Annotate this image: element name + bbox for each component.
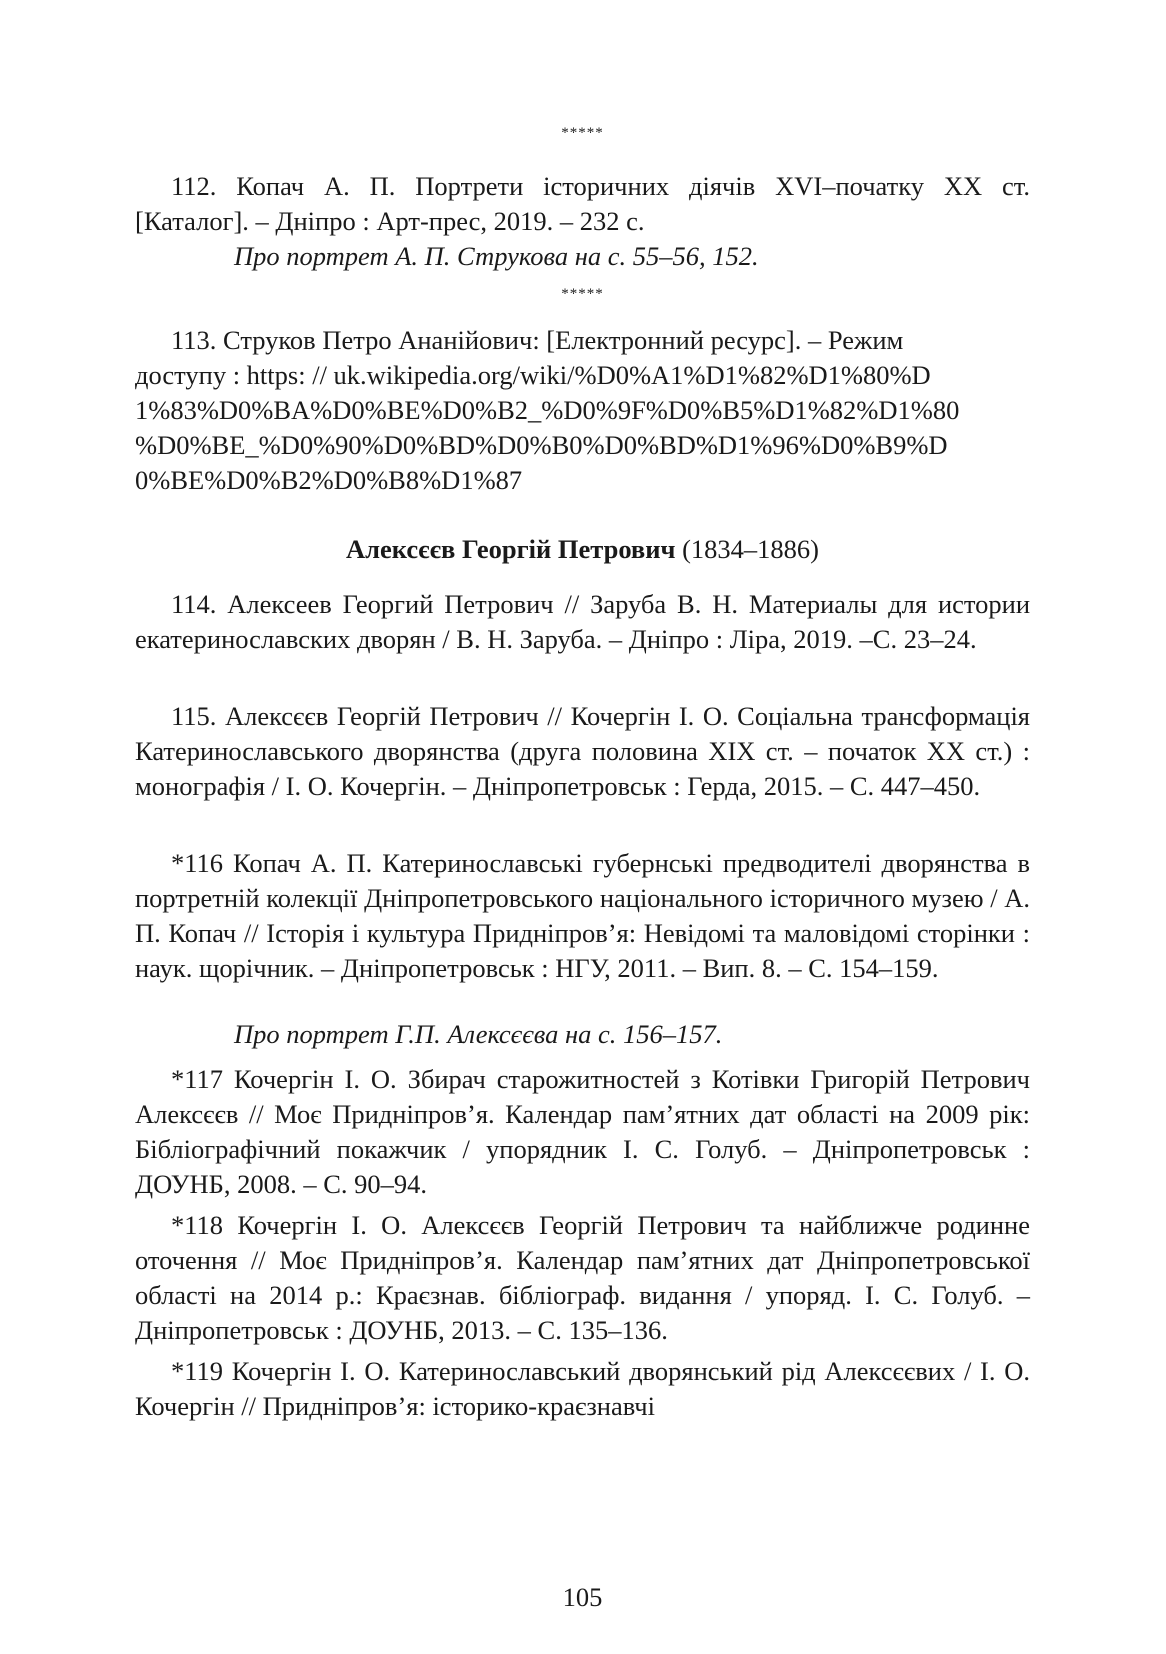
heading-name: Алексєєв Георгій Петрович [346,534,676,564]
section-separator: ***** [561,125,604,141]
section-heading [135,532,1030,567]
entry-url-line: 0%BE%D0%B2%D0%B8%D1%87 [135,465,523,495]
bibliography-entry-118: *118 Кочергін І. О. Алексєєв Георгій Петрович та найближче родинне оточення // Моє Придніпров’я. Календар пам’ятних дат Дніпропетровської області на 2014 р.: Краєзнав. бібліограф. видання / упоряд. І. С. Голуб. – Дніпропетровськ : ДОУНБ, 2013. – С. 135–136. [135,1210,1030,1345]
heading-years: (1834–1886) [675,534,819,564]
bibliography-entry-119: *119 Кочергін І. О. Катеринославський дворянський рід Алексєєвих / І. О. Кочергін // Придніпров’я: історико-краєзнавчі [135,1356,1030,1421]
bibliography-entry-112: 112. Копач А. П. Портрети історичних діячів XVI–початку XX ст. [Каталог]. – Дніпро : Арт-прес, 2019. – 232 с. [135,171,1030,236]
bibliography-entry-114: 114. Алексеев Георгий Петрович // Заруба В. Н. Материалы для истории екатеринославских дворян / В. Н. Заруба. – Дніпро : Ліра, 2019. –С. 23–24. [135,589,1030,654]
entry-url-line: доступу : https: // uk.wikipedia.org/wiki/%D0%A1%D1%82%D1%80%D [135,360,931,390]
document-page [135,0,1030,1654]
bibliography-entry-116: *116 Копач А. П. Катеринославські губернські предводителі дворянства в портретній колекції Дніпропетровського національного історичного музею / А. П. Копач // Історія і культура Придніпров’я: Невідомі та маловідомі сторінки : наук. щорічник. – Дніпропетровськ : НГУ, 2011. – Вип. 8. – С. 154–159. [135,848,1030,983]
entry-url-line: 1%83%D0%BA%D0%BE%D0%B2_%D0%9F%D0%B5%D1%82%D1%80 [135,395,960,425]
bibliography-entry-117: *117 Кочергін І. О. Збирач старожитностей з Котівки Григорій Петрович Алексєєв // Моє Придніпров’я. Календар пам’ятних дат області на 2009 рік: Бібліографічний покажчик / упорядник І. С. Голуб. – Дніпропетровськ : ДОУНБ, 2008. – С. 90–94. [135,1064,1030,1199]
bibliography-entry-115: 115. Алексєєв Георгій Петрович // Кочергін І. О. Соціальна трансформація Катеринославського дворянства (друга половина XIX ст. – початок XX ст.) : монографія / І. О. Кочергін. – Дніпропетровськ : Герда, 2015. – С. 447–450. [135,701,1030,801]
entry-line: 113. Струков Петро Ананійович: [Електронний ресурс]. – Режим [171,325,904,355]
section-separator: ***** [561,286,604,302]
entry-note-116: Про портрет Г.П. Алексєєва на с. 156–157. [234,1019,723,1049]
page-number: 105 [562,1582,603,1612]
entry-url-line: %D0%BE_%D0%90%D0%BD%D0%B0%D0%BD%D1%96%D0%B9%D [135,430,948,460]
entry-note-112: Про портрет А. П. Струкова на с. 55–56, 152. [234,241,759,271]
